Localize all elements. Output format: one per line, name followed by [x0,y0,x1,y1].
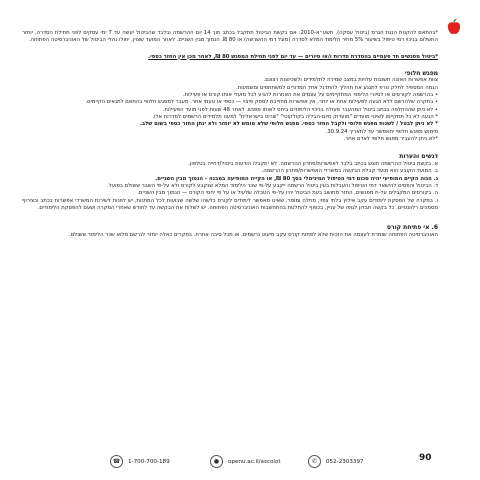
alt-session-line-6: * הגעה לא כל תתקיימו לשינוי מועדים "מועדוק סיום-הבליה בקולקוטי" "שרוט בישראלית" למעט תלמידים הרשמים לסדרות אלו. [152,114,438,121]
alt-session-line-9: *לא ניתן להעביר מפגש חלופי לאדם אחר. [343,136,438,143]
note-b: ב. המועד הקובע הוא מועד קבלת הבקשה במשרדי האפשרות/פתרון ההרשמה. [261,168,438,175]
section-heading-course-not-opened: 6. אי פתיחת קורס [386,224,438,232]
apple-logo-icon [447,19,461,35]
page-footer [110,452,442,468]
footer-phone-1[interactable] [110,455,170,468]
alt-session-line-7: * לא ניתן לבטל / לשנות מפגש חלופי ולקבל החזר כספי. מפגש חלופי שלא מומש לא יוחזר ולא ינתן החזר כספי בשום שלב. [139,121,438,128]
footer-website[interactable] [210,455,281,468]
alt-session-line-8: מימוש מפגש חלופי יתאפשר עד לתאריך 30.9.24. [325,128,438,135]
alt-session-line-4: • בחקרה שלהרשם ללא הגעה לפעילות אחת או יותר, אין אפשרות מחוייבת לספק פיצוי — כספי או טעמי אחר. מעבר למפגש חלופי בהתאם לתנאים הקיימים. [85,99,438,106]
footer-website-text: openu.ac.il/ascolot [228,458,281,465]
alt-session-line-5: • לא ניתן שההחלפה בכתב ביטול המהעבר פעולה בניכוי הלימודים ביחס לאותו מפגש. לאחר 48 שעות לפני מועד הפעילות. [162,106,438,113]
globe-icon: ● [210,455,223,468]
footer-phone-2-text: 052-2303397 [326,458,364,465]
alt-session-line-2: הגמה המספיר לחלק טרפ לתגנע את תהליך להתדגל אחד המדורים למשתתפים ומשמעות. [236,84,438,91]
page-number: 90 [419,453,432,463]
refund-law-paragraph: *בהתאם להקנות הנגת הגרמ (ביטול עסקה), תשע״א-2010: אם בקשת הביטול תתקבל בכתב תוך 14 יום ההרשמה ובלבד שהביטול יעשה עד 7 ימי עסקים לפני תחילת הסדרה, יוחזר התשלום בניכוי דמי טיפול בשיעור 5% מחיר הלימוד המלא לסדרה (מוגל דמי ההשרשה) או 80 ₪, הנמוך מבין השניים. לאחר המועד שצוין, יחולו נהלי הביטול של האוניברסיטה הפתוחה. [22,30,439,44]
note-d: ד. הביטול והפסים להישאר דמי הטיפול והעבלות בעין ביטול הרשמה ייקבע על-פי שכר הלימוד המלא שנקבע לקורס ולא על-פי השבר ששולם בפועל. [107,182,438,189]
section-heading-notes: דגשים והערות [399,153,438,161]
main-content [22,30,438,239]
section-heading-alt-session: מפגש חלופי [404,70,438,78]
phone-icon: ☎ [110,455,123,468]
alt-session-line-1: צוות אפשרות האזנה חשובות עלויות במצב שמירה לתלמידים ולשכיוצות רצונם. [263,77,438,84]
footer-phone-2[interactable] [308,455,364,468]
note-c: ג. הגוה הקיים המופיעי יהיה סכום דמי הטיפול המינימלי בסך 80 ₪, או הקייה המופיעה במבנה - הנמוך מבין השניים. [155,175,438,182]
alt-session-line-3: • בהרשמה לקורסים או לסיורי הלימוד המתקיימים על עצמים את האחרות להגיע לכל מועדי אותו קורס או פעילות. [182,92,438,99]
note-f: ו. במקרה של הפסקת לימודים עקב אילוץ בלתי צפוי, מחלה ומוסר, שאינו מאפשר לימודים לקורס כלשהו שלשה שבועות לכל המתנות, יש לפנות לשירות המשרדי אפשרות בכתב וכצירוף מסמכים רלוונטיים. כל בקשה תבדון לגופו של עניין, בכפוף להחלטת בהתחשבות האוניברסיטה הפתוחה. יש לשלוח את הבקשה עד לחודש שאחרי המקרה ושעם להפסקת הלימודים. [22,197,438,211]
course-not-opened-text: האוניברסיטה הפתוחה שומרת לעצמה את הזכות שלא לפתוח קורס עקב מיעוט נרשמים, או מכל סיבה אחרת. במקרים כאלה יוחזר לנרשם מלוא שכר הלימוד ששולם. [69,231,438,238]
footer-phone-1-text: 1-700-700-189 [128,458,170,465]
whatsapp-icon: ✆ [308,455,321,468]
note-e: ה. בקורסים המקבלים על-ח מפגשים, החזר מחושב בעת הביטול יהיו על-פי הטבלה שלעיל או על פי יחסי הקורס — הנמוך מבין השניים. [137,190,438,197]
note-a: א. בקשת ביטול ההרשמה תוגש בכתב בלבד לאפשרות/פתרון ההרשמה. לא יתקבלו הודעות ביטול/דחייה בטלפון. [188,160,438,167]
single-session-cancel-note: *ביטול מפגשים חד פעמיים בהסדרת סדרות ו/או סיורים — עד יום לפני תחילת המפגש 80 ₪, לאחר מכן אין החזר כספי. [148,53,438,60]
